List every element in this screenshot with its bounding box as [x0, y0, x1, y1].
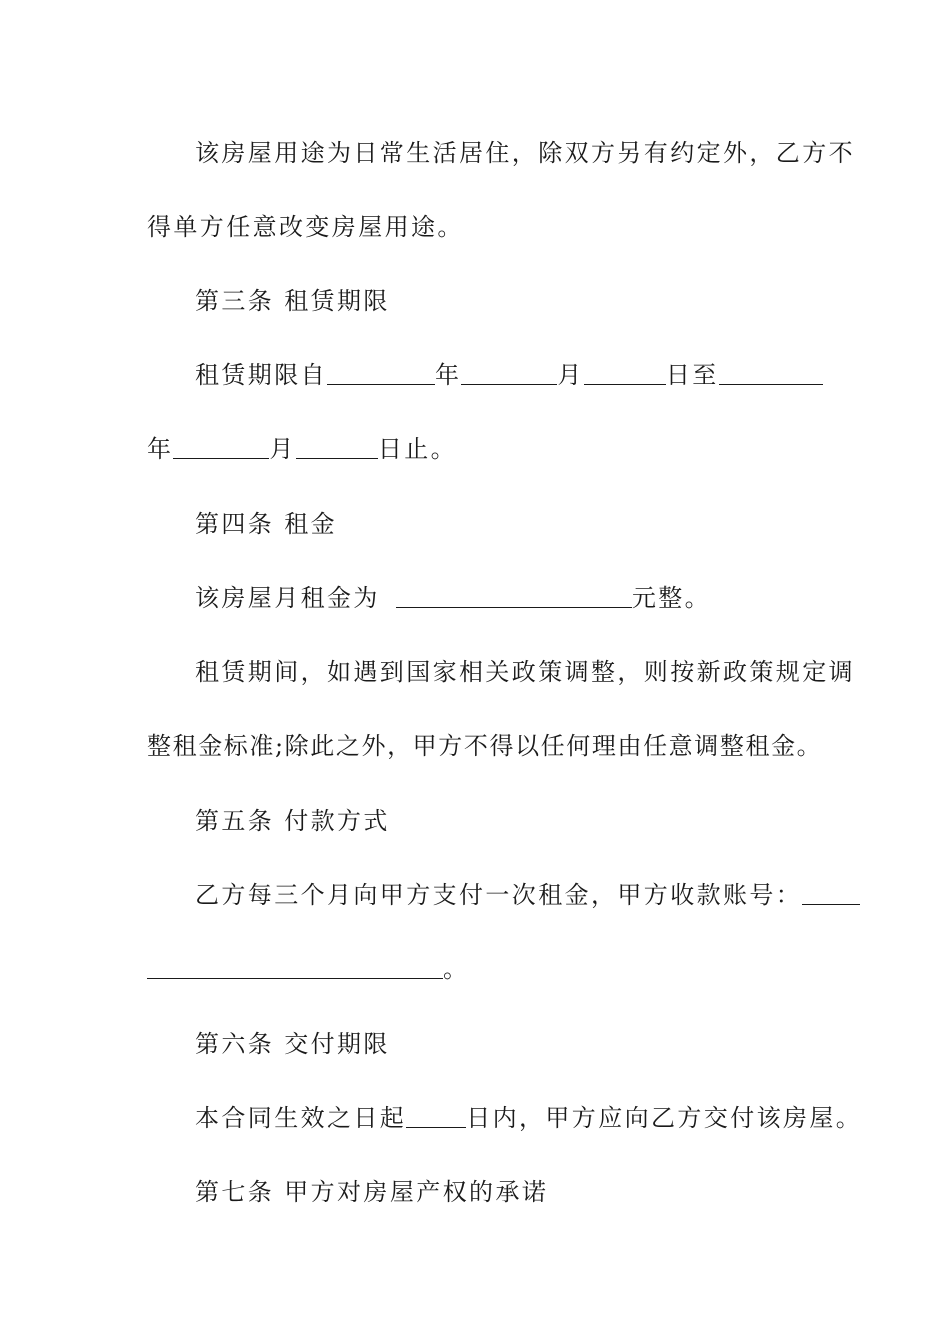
- blank-start-day[interactable]: [584, 360, 666, 385]
- heading-article-5: [195, 805, 807, 837]
- blank-end-month[interactable]: [173, 434, 269, 459]
- text: 日至: [665, 361, 719, 389]
- payment-line2: [147, 953, 807, 985]
- blank-end-year[interactable]: [719, 360, 823, 385]
- blank-end-day[interactable]: [296, 434, 378, 459]
- heading-text: 第六条 交付期限: [195, 1030, 390, 1058]
- blank-delivery-days[interactable]: [406, 1103, 466, 1128]
- blank-start-year[interactable]: [327, 360, 435, 385]
- text: 整租金标准;除此之外，甲方不得以任何理由任意调整租金。: [147, 732, 823, 760]
- text: 年: [435, 361, 462, 389]
- text: 该房屋月租金为: [195, 584, 390, 612]
- paragraph-usage-line1: [195, 137, 855, 169]
- text: 租赁期限自: [195, 361, 327, 389]
- heading-text: 第七条 甲方对房屋产权的承诺: [195, 1178, 549, 1206]
- blank-account-number-cont[interactable]: [147, 954, 443, 979]
- heading-text: 第五条 付款方式: [195, 807, 390, 835]
- lease-term-line1: [195, 359, 807, 391]
- text: 乙方每三个月向甲方支付一次租金，甲方收款账号：: [195, 881, 803, 909]
- heading-text: 第三条 租赁期限: [195, 287, 390, 315]
- heading-article-3: [195, 285, 807, 317]
- text: 日内，甲方应向乙方交付该房屋。: [466, 1104, 863, 1132]
- blank-start-month[interactable]: [461, 360, 557, 385]
- text: 。: [443, 955, 470, 983]
- rent-amount-line: [195, 582, 807, 614]
- heading-text: 第四条 租金: [195, 510, 338, 538]
- heading-article-6: [195, 1028, 807, 1060]
- heading-article-4: [195, 508, 807, 540]
- heading-article-7: [195, 1176, 807, 1208]
- lease-term-line2: [147, 433, 807, 465]
- delivery-line: [195, 1102, 863, 1134]
- text: 该房屋用途为日常生活居住，除双方另有约定外，乙方不: [195, 139, 855, 167]
- text: 月: [269, 435, 296, 463]
- text: 本合同生效之日起: [195, 1104, 407, 1132]
- text: 得单方任意改变房屋用途。: [147, 213, 464, 241]
- rent-adjust-line1: [195, 656, 855, 688]
- blank-rent-amount[interactable]: [396, 583, 632, 608]
- text: 元整。: [631, 584, 712, 612]
- blank-account-number[interactable]: [802, 880, 860, 905]
- text: 月: [557, 361, 584, 389]
- text: 年: [147, 435, 174, 463]
- text: 租赁期间，如遇到国家相关政策调整，则按新政策规定调: [195, 658, 855, 686]
- paragraph-usage-line2: [147, 211, 807, 243]
- rent-adjust-line2: [147, 730, 823, 762]
- payment-line1: [195, 879, 807, 911]
- text: 日止。: [377, 435, 458, 463]
